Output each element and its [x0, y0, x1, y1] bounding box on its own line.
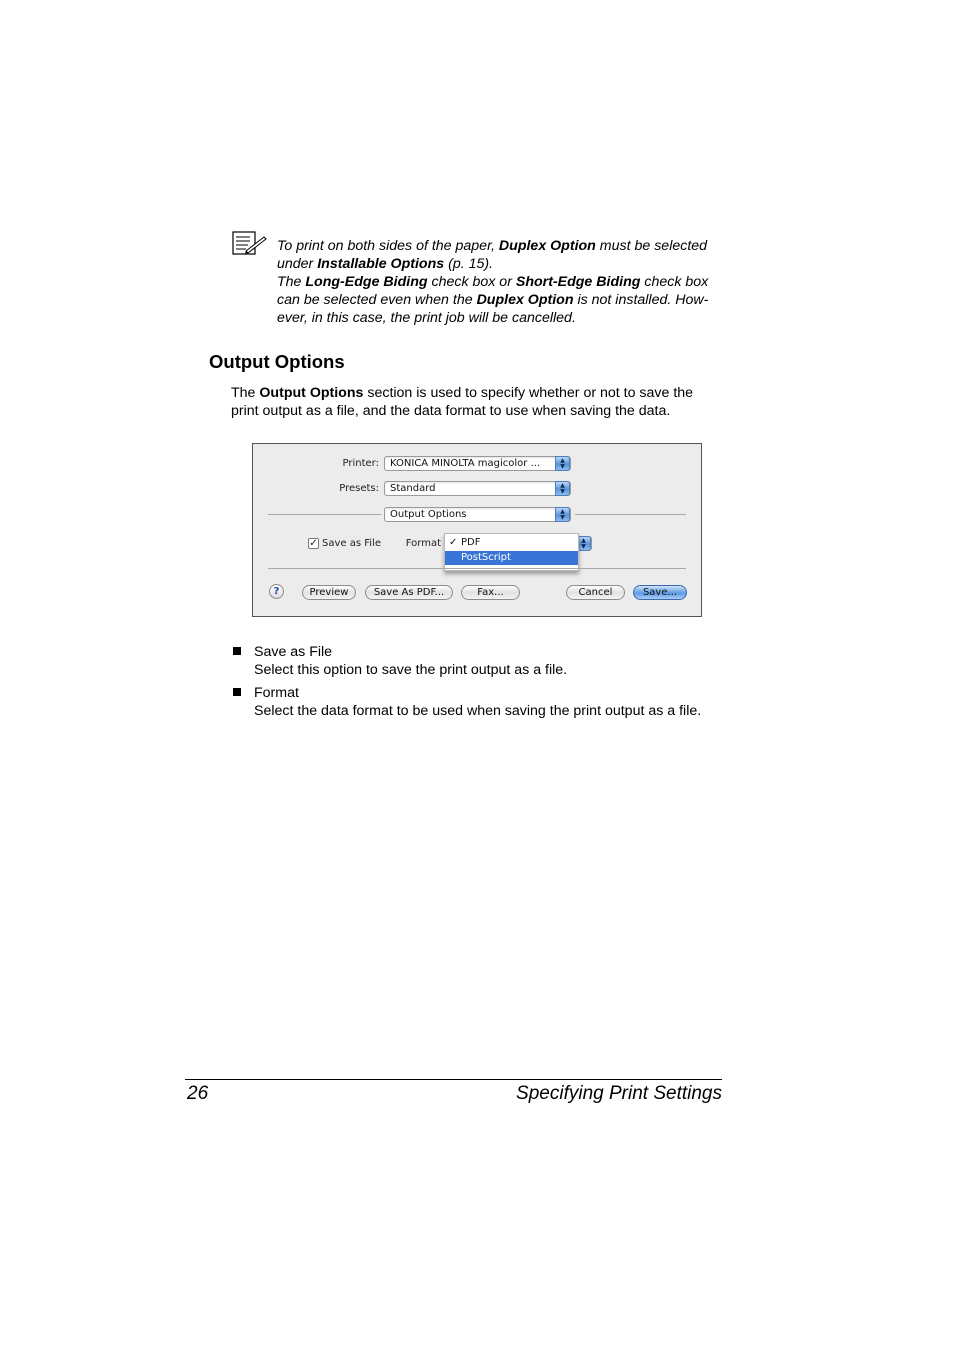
divider	[575, 514, 686, 515]
format-label: Format	[405, 538, 441, 549]
printer-label: Printer:	[342, 458, 379, 469]
item-title-save-as-file: Save as File	[254, 644, 333, 660]
panel-popup[interactable]	[384, 507, 571, 522]
save-as-file-label: Save as File	[322, 538, 381, 549]
printer-popup[interactable]	[384, 456, 571, 471]
help-icon[interactable]: ?	[269, 584, 284, 599]
bullet-icon	[233, 647, 241, 655]
presets-popup[interactable]	[384, 481, 571, 496]
divider	[268, 568, 686, 569]
popup-arrows-icon: ▲ ▼	[555, 456, 570, 471]
format-menu	[444, 533, 579, 571]
bullet-icon	[233, 688, 241, 696]
section-title: Output Options	[209, 351, 345, 372]
format-option-postscript[interactable]: PostScript	[445, 551, 578, 565]
chapter-title: Specifying Print Settings	[516, 1083, 722, 1104]
cancel-button[interactable]: Cancel	[566, 585, 625, 600]
note-text: To print on both sides of the paper, Duplex Option must be selected under Installable Options (p. 15). The Long-Edge Biding check box or Short-Edge Biding check box can be selected even when the Duplex Option is not installed. How- ever, in this case, the print job will be cancelled.	[277, 238, 709, 326]
popup-arrows-icon: ▲ ▼	[555, 507, 570, 522]
footer-rule	[185, 1079, 722, 1080]
preview-button[interactable]: Preview	[302, 585, 356, 600]
save-as-pdf-button[interactable]: Save As PDF...	[365, 585, 453, 600]
intro-paragraph: The Output Options section is used to specify whether or not to save the print output as a file, and the data format to use when saving the data.	[231, 385, 694, 420]
item-desc-save-as-file: Select this option to save the print output as a file.	[254, 662, 568, 678]
fax-button[interactable]: Fax...	[461, 585, 520, 600]
presets-value: Standard	[390, 483, 436, 494]
popup-arrows-icon: ▲ ▼	[555, 481, 570, 496]
print-dialog-screenshot	[252, 443, 702, 617]
page-number: 26	[187, 1083, 209, 1104]
checkmark-icon: ✓	[449, 537, 458, 548]
item-desc-format: Select the data format to be used when saving the print output as a file.	[254, 703, 702, 719]
item-title-format: Format	[254, 685, 299, 701]
printer-value: KONICA MINOLTA magicolor ...	[390, 458, 541, 469]
save-button[interactable]: Save...	[633, 585, 687, 600]
save-as-file-checkbox[interactable]: ✓	[309, 538, 318, 549]
note-pencil-icon	[232, 231, 268, 257]
presets-label: Presets:	[339, 483, 379, 494]
panel-value: Output Options	[390, 509, 467, 520]
divider	[268, 514, 381, 515]
format-option-pdf[interactable]: ✓ PDF	[449, 537, 481, 548]
popup-arrows-icon: ▲ ▼	[576, 536, 591, 551]
